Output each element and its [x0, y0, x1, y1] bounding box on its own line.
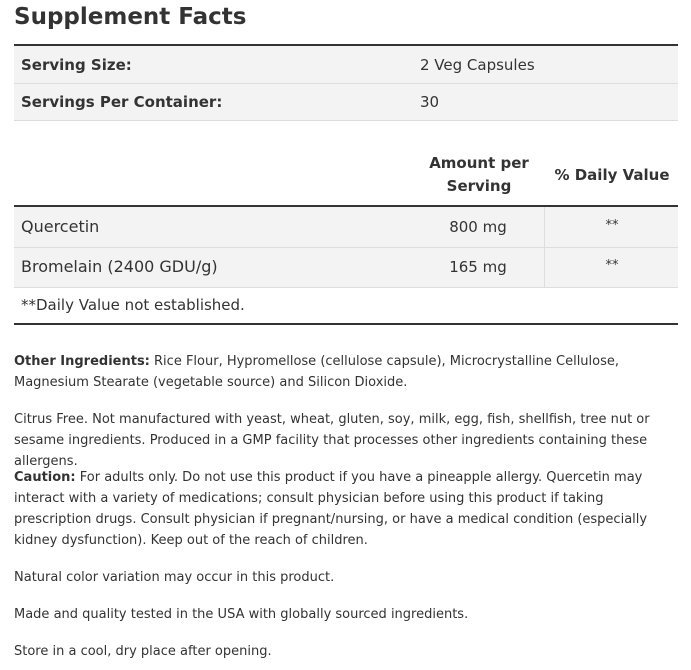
caution-paragraph: [14, 467, 678, 551]
serving-size-value: 2 Veg Capsules: [420, 56, 535, 74]
page-title: Supplement Facts: [14, 4, 247, 30]
allergen-paragraph: Citrus Free. Not manufactured with yeast, wheat, gluten, soy, milk, egg, fish, shellfish, tree nut or sesame ingredients. Produced in a GMP facility that processes other ingredients containing these allergens.: [14, 412, 650, 469]
other-ingredients-label: Other Ingredients:: [14, 354, 150, 369]
ingredient-name: Quercetin: [21, 217, 100, 236]
column-divider: [544, 207, 545, 287]
caution-label: Caution:: [14, 470, 76, 485]
ingredient-daily-value: **: [605, 258, 619, 273]
ingredient-name: Bromelain (2400 GDU/g): [21, 257, 218, 276]
serving-size-label: Serving Size:: [21, 56, 132, 74]
amount-header-line1: Amount per: [429, 154, 529, 172]
bottom-rule: [14, 323, 678, 325]
row-divider: [14, 120, 678, 121]
daily-value-header: % Daily Value: [554, 166, 670, 184]
daily-value-footnote: **Daily Value not established.: [21, 296, 245, 314]
caution-text: For adults only. Do not use this product if you have a pineapple allergy. Quercetin may interact with a variety of medications; consult physician before using this product if taking prescription drugs. Consult physician if pregnant/nursing, or have a medical condition (especially kidney dysfunction). Keep out of the reach of children.: [14, 470, 648, 548]
made-in-usa-note: Made and quality tested in the USA with globally sourced ingredients.: [14, 607, 469, 622]
servings-per-container-value: 30: [420, 93, 440, 111]
other-ingredients-text: Rice Flour, Hypromellose (cellulose capsule), Microcrystalline Cellulose, Magnesium Stearate (vegetable source) and Silicon Dioxide.: [14, 354, 620, 390]
color-variation-note: Natural color variation may occur in this product.: [14, 570, 335, 585]
ingredient-amount: 800 mg: [449, 218, 507, 236]
amount-header-line2: Serving: [446, 177, 512, 195]
storage-note: Store in a cool, dry place after opening.: [14, 644, 272, 659]
other-ingredients-paragraph: [14, 351, 678, 393]
ingredient-amount: 165 mg: [449, 258, 507, 276]
amount-per-serving-header: [412, 152, 546, 198]
row-divider: [14, 287, 678, 288]
servings-per-container-label: Servings Per Container:: [21, 93, 223, 111]
ingredient-daily-value: **: [605, 218, 619, 233]
